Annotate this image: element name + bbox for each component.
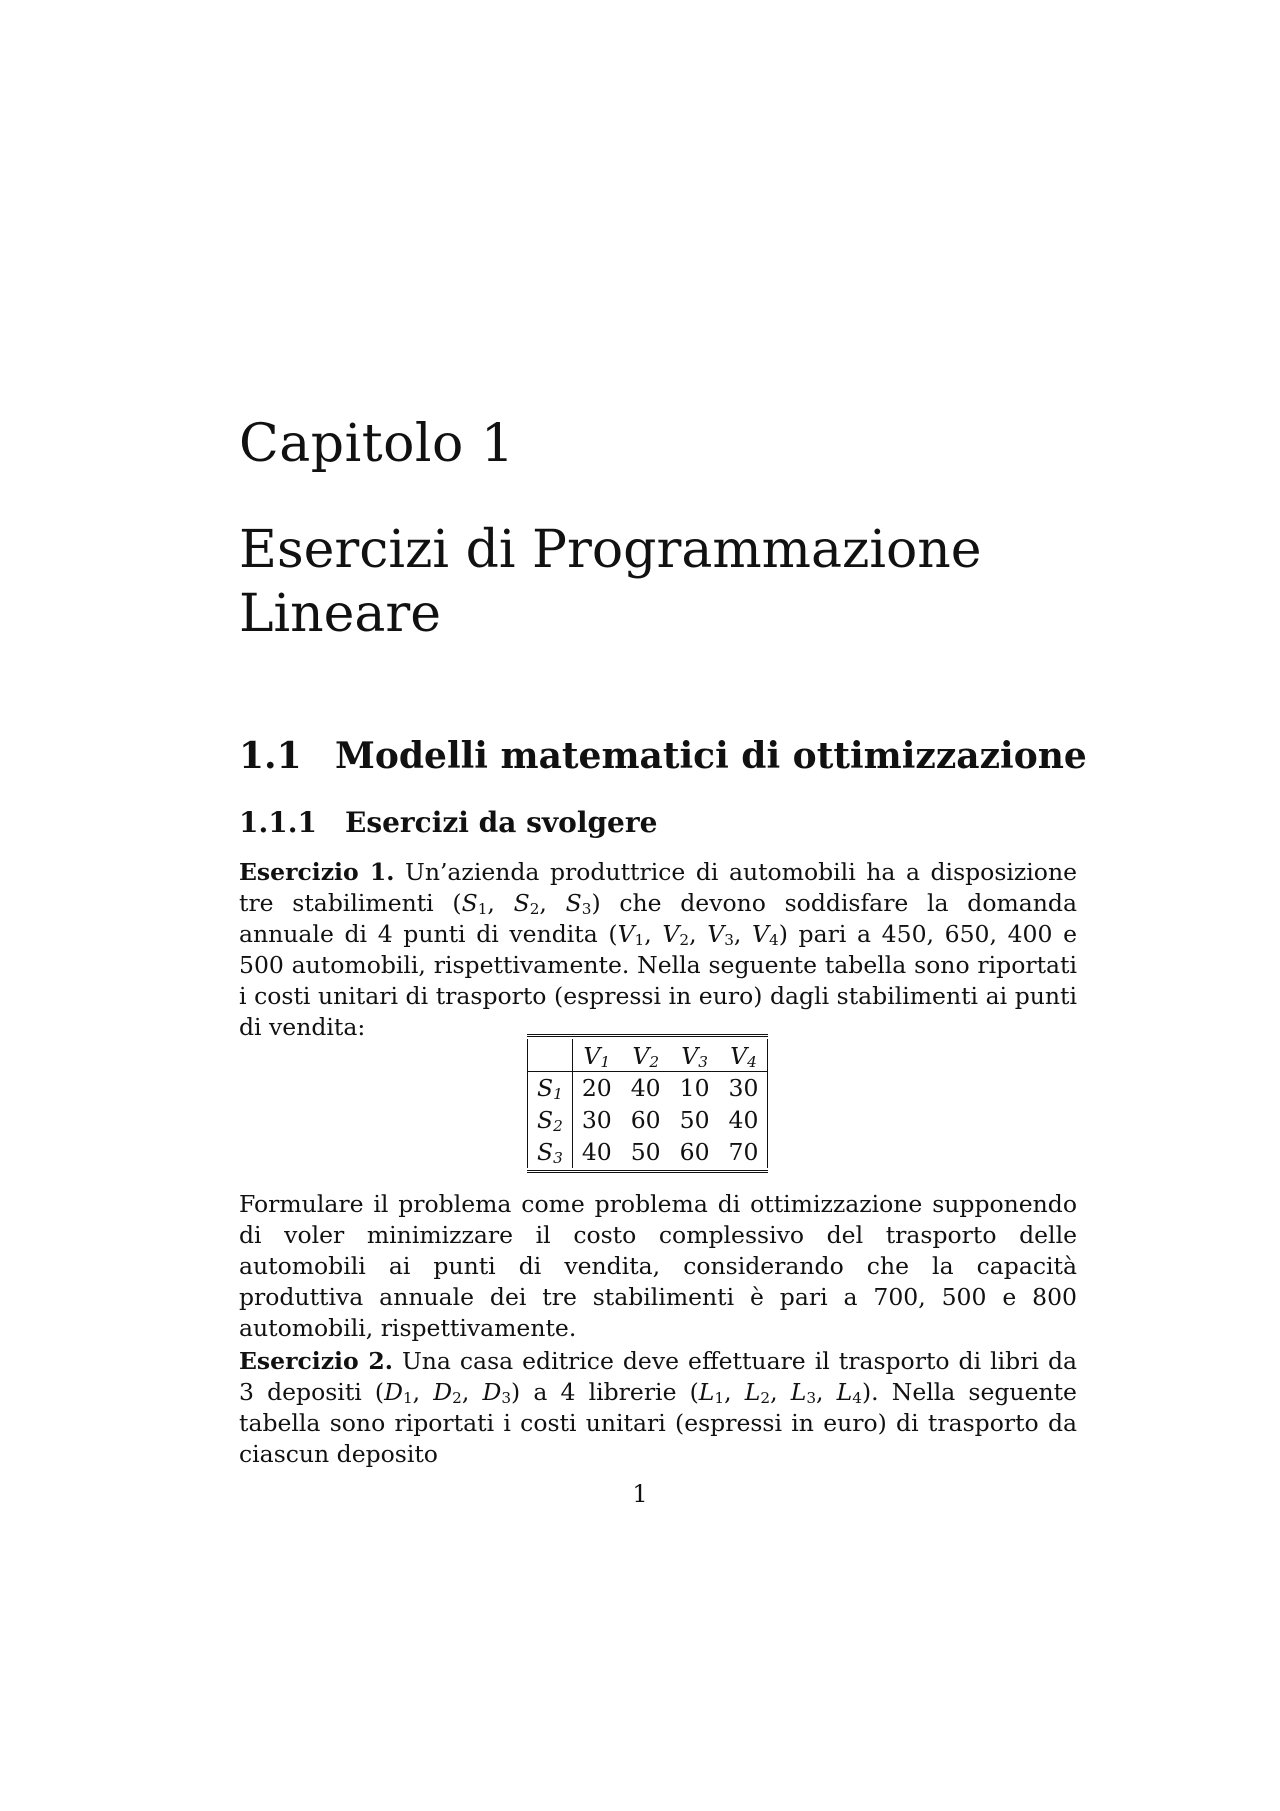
symbol-v: V — [617, 920, 635, 948]
table-cell: 40 — [719, 1104, 768, 1136]
subscript: 1 — [402, 1389, 413, 1407]
subscript: 1 — [714, 1389, 725, 1407]
exercise-2-paragraph — [239, 1346, 1077, 1470]
comma: , — [816, 1378, 837, 1406]
chapter-label: Capitolo 1 — [239, 414, 515, 474]
chapter-title: Esercizi di Programmazione Lineare — [239, 520, 982, 644]
table-row — [528, 1136, 768, 1168]
comma: , — [733, 920, 753, 948]
exercise-2-text-b: ) a 4 librerie ( — [511, 1378, 699, 1406]
table-cell: 60 — [630, 1105, 661, 1134]
exercise-1-conclusion: Formulare il problema come problema di ottimizzazione supponendo di voler minimizzare il costo complessivo del trasporto delle automobili ai punti di vendita, considerando che la capacità produttiva annuale dei tre stabilimenti è pari a 700, 500 e 800 automobili, rispettivamente. — [239, 1190, 1077, 1342]
table-cell: 30 — [719, 1072, 768, 1104]
comma: , — [487, 889, 514, 917]
table-row-header: $S_2$ — [528, 1104, 573, 1136]
table-column-header: $V_3$ — [670, 1040, 719, 1072]
table-cell: 30 — [581, 1105, 612, 1134]
exercise-1-paragraph — [239, 857, 1077, 1043]
subsection-number: 1.1.1 — [239, 806, 317, 839]
exercise-1-text-a: Un’azienda produttrice di automobili ha a disposizione tre stabilimenti ( — [239, 858, 1077, 917]
exercise-1-text-b: ) che devono soddisfare la domanda annuale di 4 punti di vendita ( — [239, 889, 1077, 948]
section-heading — [239, 735, 1087, 777]
exercise-2-text-a: Una casa editrice deve effettuare il trasporto di libri da 3 depositi ( — [239, 1347, 1077, 1406]
table-cell: 60 — [679, 1137, 710, 1166]
table-row — [528, 1072, 768, 1104]
subscript: 3 — [724, 931, 734, 949]
comma: , — [689, 920, 708, 948]
comma: , — [412, 1378, 434, 1406]
table-column-header: $V_4$ — [719, 1040, 768, 1072]
subsection-heading — [239, 806, 657, 839]
symbol-l: L — [744, 1378, 761, 1406]
symbol-s: S — [461, 889, 478, 917]
symbol-l: L — [698, 1378, 715, 1406]
table-cell: 40 — [630, 1073, 661, 1102]
page-number: 1 — [632, 1480, 648, 1508]
section-number: 1.1 — [239, 735, 302, 777]
subscript: 1 — [634, 931, 645, 949]
symbol-l: L — [836, 1378, 853, 1406]
symbol-v: V — [707, 920, 725, 948]
comma: , — [644, 920, 663, 948]
comma: , — [539, 889, 566, 917]
symbol-l: L — [790, 1378, 807, 1406]
symbol-s: S — [513, 889, 530, 917]
table-cell: 70 — [719, 1136, 768, 1168]
subscript: 4 — [769, 931, 779, 949]
cost-table-frame — [527, 1034, 768, 1173]
table-corner-cell — [528, 1040, 573, 1072]
subscript: 2 — [760, 1389, 771, 1407]
symbol-v: V — [752, 920, 770, 948]
subscript: 3 — [501, 1389, 512, 1407]
table-row — [528, 1104, 768, 1136]
table-row-header: $S_3$ — [528, 1136, 573, 1168]
subscript: 2 — [679, 931, 690, 949]
section-title: Modelli matematici di ottimizzazione — [335, 735, 1087, 777]
table-cell: 50 — [679, 1105, 710, 1134]
table-cell: 10 — [679, 1073, 710, 1102]
comma: , — [461, 1378, 483, 1406]
subscript: 3 — [806, 1389, 817, 1407]
table-cell: 40 — [581, 1137, 612, 1166]
subscript: 1 — [477, 900, 488, 918]
subscript: 3 — [581, 900, 592, 918]
table-header-row — [528, 1040, 768, 1072]
table-column-header: $V_1$ — [572, 1040, 621, 1072]
comma: , — [724, 1378, 745, 1406]
symbol-s: S — [565, 889, 582, 917]
subscript: 2 — [529, 900, 540, 918]
exercise-1-label: Esercizio 1. — [239, 858, 395, 886]
subscript: 2 — [452, 1389, 462, 1407]
subscript: 4 — [852, 1389, 862, 1407]
subsection-title: Esercizi da svolgere — [345, 806, 658, 839]
table-cell: 50 — [630, 1137, 661, 1166]
symbol-v: V — [662, 920, 680, 948]
symbol-d: D — [433, 1378, 453, 1406]
exercise-2-text-c: ). Nella seguente tabella sono riportati i costi unitari (espressi in euro) di trasporto da ciascun deposito — [239, 1378, 1077, 1468]
comma: , — [770, 1378, 791, 1406]
symbol-d: D — [482, 1378, 502, 1406]
table-row-header: $S_1$ — [528, 1072, 573, 1104]
exercise-1-text-c: ) pari a 450, 650, 400 e 500 automobili, rispettivamente. Nella seguente tabella sono riportati i costi unitari di trasporto (espressi in euro) dagli stabilimenti ai punti di vendita: — [239, 920, 1077, 1041]
table-column-header: $V_2$ — [621, 1040, 670, 1072]
table-cell: 20 — [581, 1073, 612, 1102]
cost-table — [527, 1039, 768, 1168]
exercise-2-label: Esercizio 2. — [239, 1347, 393, 1375]
symbol-d: D — [384, 1378, 403, 1406]
